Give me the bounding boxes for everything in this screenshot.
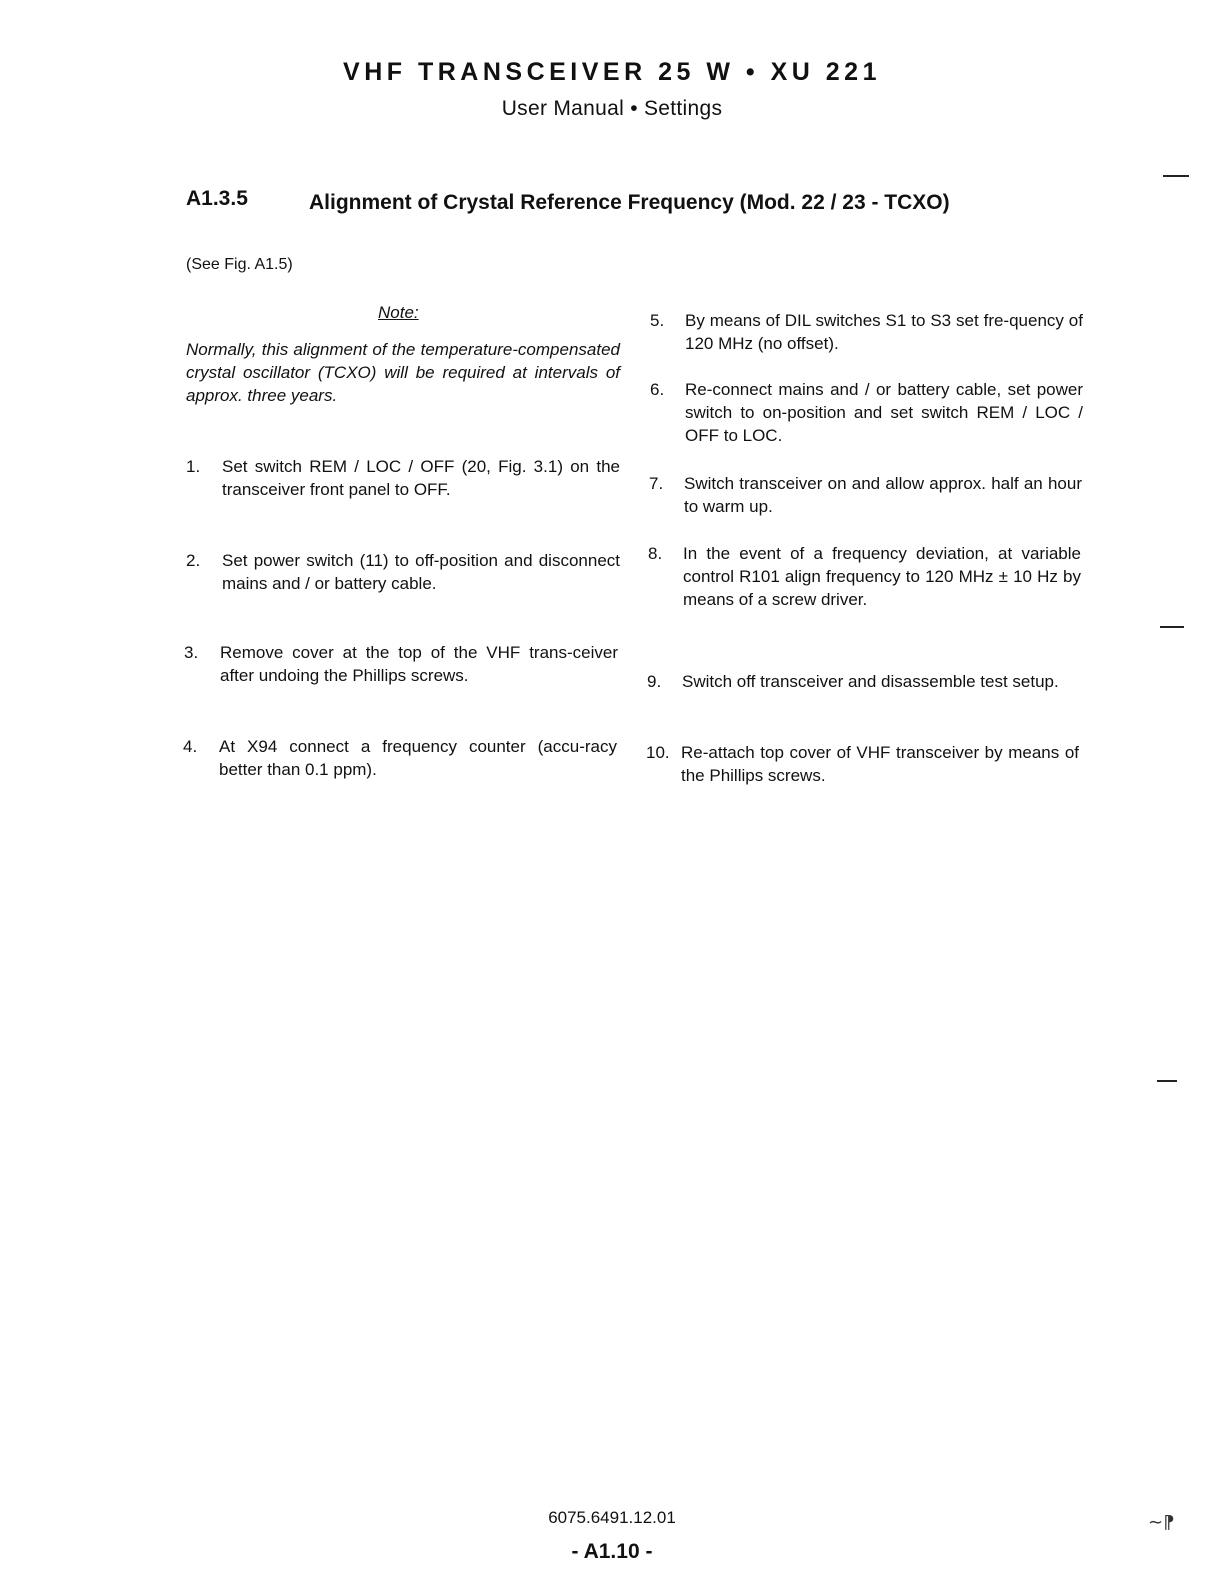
step-number: 7. [649,474,664,493]
note-text: Normally, this alignment of the temperature-compensated crystal oscillator (TCXO) will be required at intervals of approx. three years. [186,340,620,405]
step-text: Re-connect mains and / or battery cable, set power switch to on-position and set switch REM / LOC / OFF to LOC. [685,380,1083,445]
page-number: - A1.10 - [571,1540,653,1563]
document-subtitle: User Manual • Settings [501,97,723,120]
document-title: VHF TRANSCEIVER 25 W • XU 221 [343,58,881,86]
step-text: Remove cover at the top of the VHF trans-ceiver after undoing the Phillips screws. [220,643,618,685]
section-number: A1.3.5 [186,187,248,210]
step-number: 8. [648,544,663,563]
figure-reference: (See Fig. A1.5) [186,256,293,273]
step-number: 1. [186,457,201,476]
step-text: Set switch REM / LOC / OFF (20, Fig. 3.1) on the transceiver front panel to OFF. [222,457,620,499]
step-text: Re-attach top cover of VHF transceiver by means of the Phillips screws. [681,743,1079,785]
step-text: At X94 connect a frequency counter (accu-racy better than 0.1 ppm). [219,737,617,779]
step-text: In the event of a frequency deviation, at variable control R101 align frequency to 120 MHz ± 10 Hz by means of a screw driver. [683,544,1081,609]
step-text: By means of DIL switches S1 to S3 set fre-quency of 120 MHz (no offset). [685,311,1083,353]
step-number: 3. [184,643,199,662]
step-number: 4. [183,737,198,756]
step-number: 9. [647,672,662,691]
step-number: 5. [650,311,665,330]
step-number: 6. [650,380,665,399]
document-code: 6075.6491.12.01 [548,1508,676,1527]
note-heading: Note: [378,303,419,322]
section-title: Alignment of Crystal Reference Frequency (Mod. 22 / 23 - TCXO) [309,191,950,214]
step-text: Set power switch (11) to off-position and disconnect mains and / or battery cable. [222,551,620,593]
scan-mark-icon: ∼⁋ [1148,1512,1175,1532]
margin-mark [1163,175,1189,177]
margin-mark [1157,1080,1177,1082]
step-text: Switch off transceiver and disassemble test setup. [682,672,1059,691]
margin-mark [1160,626,1184,628]
step-text: Switch transceiver on and allow approx. half an hour to warm up. [684,474,1082,516]
step-number: 10. [646,743,670,762]
step-number: 2. [186,551,201,570]
